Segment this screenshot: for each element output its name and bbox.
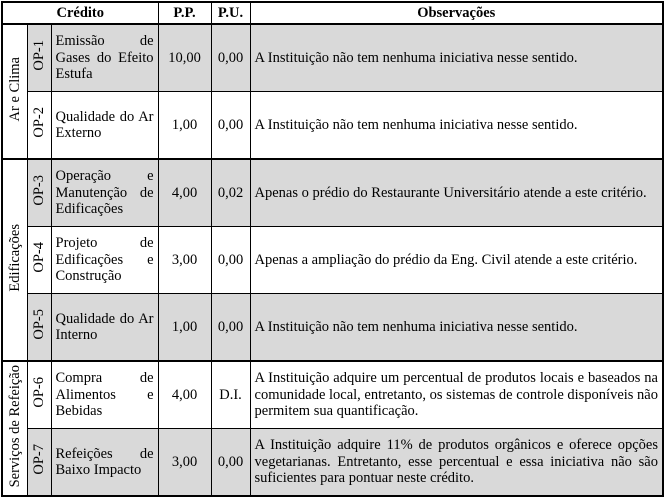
category-cell <box>2 24 27 159</box>
credit-code: OP-6 <box>30 377 47 409</box>
credit-name: Emissão de Gases do Efeito Estufa <box>51 24 158 92</box>
category-label: Edificações <box>6 223 23 292</box>
pu-value: 0,00 <box>211 24 250 92</box>
observation: A Instituição não tem nenhuma iniciativa nesse sentido. <box>250 24 663 92</box>
pu-value: 0,00 <box>211 429 250 497</box>
credit-code: OP-3 <box>30 175 47 207</box>
category-label: Serviços de Refeição <box>6 365 23 488</box>
code-cell <box>27 92 51 160</box>
header-pp: P.P. <box>158 2 211 24</box>
pu-value: 0,02 <box>211 159 250 227</box>
observation: A Instituição adquire um percentual de produtos locais e baseados na comunidade local, entretanto, os sistemas de controle disponíveis não permitem sua quantificação. <box>250 361 663 429</box>
table-row <box>2 294 663 362</box>
code-cell <box>27 361 51 429</box>
pu-value: D.I. <box>211 361 250 429</box>
credit-name: Operação e Manutenção de Edificações <box>51 159 158 227</box>
credit-code: OP-7 <box>30 444 47 476</box>
pu-value: 0,00 <box>211 92 250 160</box>
category-cell <box>2 361 27 496</box>
credit-name: Refeições de Baixo Impacto <box>51 429 158 497</box>
table-row <box>2 24 663 92</box>
code-cell <box>27 294 51 362</box>
table-row <box>2 92 663 160</box>
observation: A Instituição não tem nenhuma iniciativa nesse sentido. <box>250 92 663 160</box>
header-credito: Crédito <box>2 2 158 24</box>
table-row <box>2 361 663 429</box>
credit-name: Projeto de Edificações e Construção <box>51 227 158 294</box>
credits-table <box>1 1 664 497</box>
credit-code: OP-5 <box>30 309 47 341</box>
category-cell <box>2 159 27 361</box>
observation: Apenas a ampliação do prédio da Eng. Civil atende a este critério. <box>250 227 663 294</box>
credit-code: OP-2 <box>30 107 47 139</box>
pu-value: 0,00 <box>211 294 250 362</box>
table-row <box>2 159 663 227</box>
header-pu: P.U. <box>211 2 250 24</box>
pp-value: 4,00 <box>158 361 211 429</box>
observation: Apenas o prédio do Restaurante Universitário atende a este critério. <box>250 159 663 227</box>
credit-name: Qualidade do Ar Interno <box>51 294 158 362</box>
table-row <box>2 429 663 497</box>
pp-value: 1,00 <box>158 294 211 362</box>
code-cell <box>27 159 51 227</box>
pp-value: 1,00 <box>158 92 211 160</box>
credit-code: OP-4 <box>30 242 47 274</box>
credit-name: Compra de Alimentos e Bebidas <box>51 361 158 429</box>
pp-value: 3,00 <box>158 429 211 497</box>
pp-value: 3,00 <box>158 227 211 294</box>
credit-name: Qualidade do Ar Externo <box>51 92 158 160</box>
category-label: Ar e Clima <box>6 57 23 122</box>
code-cell <box>27 227 51 294</box>
pu-value: 0,00 <box>211 227 250 294</box>
pp-value: 10,00 <box>158 24 211 92</box>
header-row <box>2 2 663 24</box>
observation: A Instituição adquire 11% de produtos orgânicos e oferece opções vegetarianas. Entretanto, esse percentual e essa iniciativa não são suficientes para pontuar neste crédito. <box>250 429 663 497</box>
observation: A Instituição não tem nenhuma iniciativa nesse sentido. <box>250 294 663 362</box>
credit-code: OP-1 <box>30 40 47 72</box>
code-cell <box>27 429 51 497</box>
code-cell <box>27 24 51 92</box>
header-obs: Observações <box>250 2 663 24</box>
pp-value: 4,00 <box>158 159 211 227</box>
table-row <box>2 227 663 294</box>
